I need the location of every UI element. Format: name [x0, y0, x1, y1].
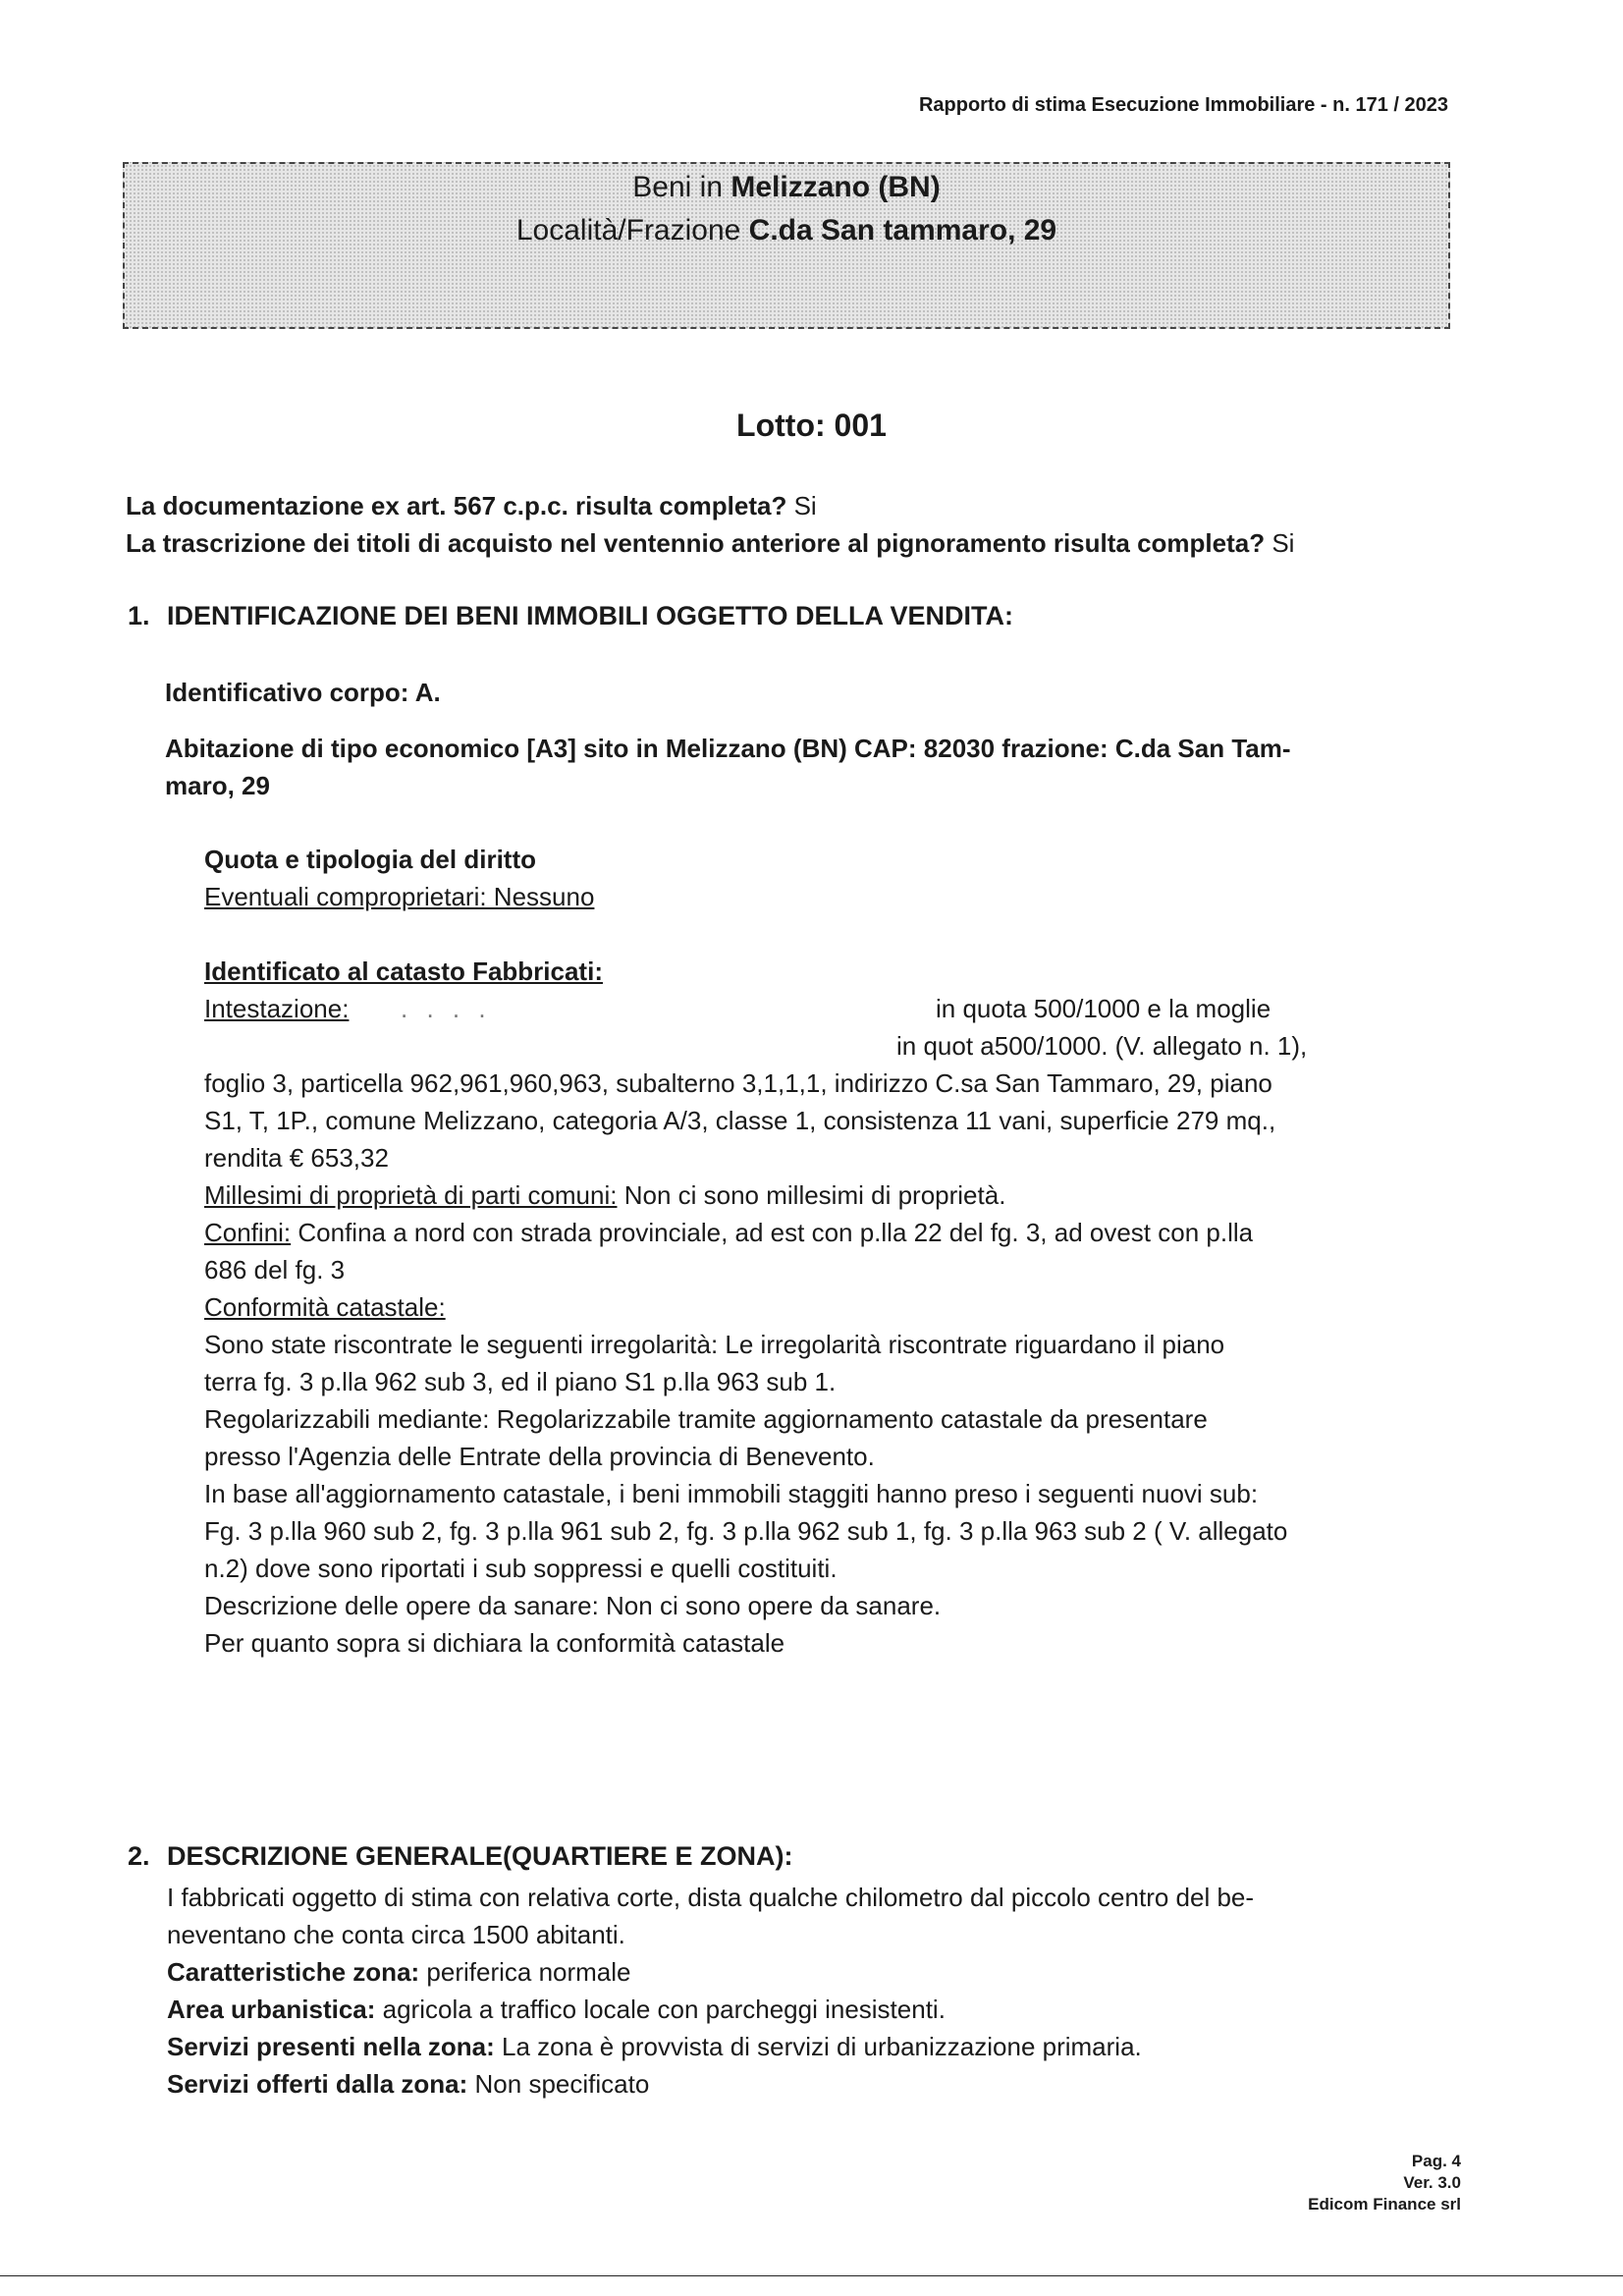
question-documentazione: La documentazione ex art. 567 c.p.c. risulta completa? Si	[126, 491, 817, 520]
confini-line-1: Confini: Confina a nord con strada provinciale, ad est con p.lla 22 del fg. 3, ad ovest con p.lla	[204, 1218, 1254, 1247]
caratteristiche-zona: Caratteristiche zona: periferica normale	[167, 1957, 631, 1987]
catasto-line-2: S1, T, 1P., comune Melizzano, categoria A/3, classe 1, consistenza 11 vani, superficie 279 mq.,	[204, 1106, 1276, 1135]
footer-divider	[0, 2275, 1623, 2276]
section-1-title: IDENTIFICAZIONE DEI BENI IMMOBILI OGGETTO DELLA VENDITA:	[167, 601, 1013, 630]
version-label: Ver. 3.0	[1403, 2173, 1461, 2192]
conformita-line-3: Regolarizzabili mediante: Regolarizzabile tramite aggiornamento catastale da presentare	[204, 1404, 1208, 1434]
conformita-line-6: Fg. 3 p.lla 960 sub 2, fg. 3 p.lla 961 sub 2, fg. 3 p.lla 962 sub 1, fg. 3 p.lla 963 sub 2 ( V. allegato	[204, 1516, 1288, 1546]
abitazione-line-1: Abitazione di tipo economico [A3] sito in Melizzano (BN) CAP: 82030 frazione: C.da San Tam-	[165, 734, 1291, 763]
confini-line-2: 686 del fg. 3	[204, 1255, 346, 1285]
section-1-number: 1.	[128, 601, 150, 630]
banner-line-2: Località/Frazione C.da San tammaro, 29	[515, 214, 1057, 246]
page-number: Pag. 4	[1411, 2152, 1461, 2170]
area-urbanistica: Area urbanistica: agricola a traffico locale con parcheggi inesistenti.	[167, 1995, 946, 2024]
conformita-line-7: n.2) dove sono riportati i sub soppressi e quelli costituiti.	[204, 1554, 838, 1583]
descrizione-line-1: I fabbricati oggetto di stima con relativa corte, dista qualche chilometro dal piccolo centro del be-	[167, 1883, 1255, 1912]
lotto-title: Lotto: 001	[736, 408, 887, 443]
question-trascrizione: La trascrizione dei titoli di acquisto nel ventennio anteriore al pignoramento risulta completa? Si	[126, 528, 1295, 558]
intestazione-redacted: . . . .	[401, 994, 492, 1023]
section-2-title: DESCRIZIONE GENERALE(QUARTIERE E ZONA):	[167, 1841, 793, 1871]
intestazione-label: Intestazione:	[204, 994, 350, 1023]
section-2-number: 2.	[128, 1841, 150, 1871]
servizi-offerti: Servizi offerti dalla zona: Non specificato	[167, 2069, 650, 2099]
conformita-line-9: Per quanto sopra si dichiara la conformità catastale	[204, 1628, 785, 1658]
catasto-title: Identificato al catasto Fabbricati:	[204, 957, 603, 986]
catasto-line-1: foglio 3, particella 962,961,960,963, subalterno 3,1,1,1, indirizzo C.sa San Tammaro, 29, piano	[204, 1068, 1272, 1098]
quota-title: Quota e tipologia del diritto	[204, 845, 536, 874]
descrizione-line-2: neventano che conta circa 1500 abitanti.	[167, 1920, 625, 1949]
banner-line-1: Beni in Melizzano (BN)	[632, 171, 941, 203]
conformita-line-8: Descrizione delle opere da sanare: Non ci sono opere da sanare.	[204, 1591, 942, 1620]
conformita-line-4: presso l'Agenzia delle Entrate della provincia di Benevento.	[204, 1442, 875, 1471]
identificativo-corpo: Identificativo corpo: A.	[165, 678, 441, 707]
comproprietari: Eventuali comproprietari: Nessuno	[204, 882, 595, 911]
abitazione-line-2: maro, 29	[165, 771, 270, 800]
intestazione-right-2: in quot a500/1000. (V. allegato n. 1),	[896, 1031, 1308, 1061]
servizi-presenti: Servizi presenti nella zona: La zona è provvista di servizi di urbanizzazione primaria.	[167, 2032, 1142, 2061]
catasto-line-3: rendita € 653,32	[204, 1143, 389, 1173]
conformita-line-1: Sono state riscontrate le seguenti irregolarità: Le irregolarità riscontrate riguardano il piano	[204, 1330, 1225, 1359]
company-name: Edicom Finance srl	[1308, 2195, 1461, 2214]
report-header-title: Rapporto di stima Esecuzione Immobiliare - n. 171 / 2023	[918, 94, 1448, 116]
conformita-label: Conformità catastale:	[204, 1292, 446, 1322]
conformita-line-5: In base all'aggiornamento catastale, i beni immobili staggiti hanno preso i seguenti nuovi sub:	[204, 1479, 1259, 1508]
intestazione-right-1: in quota 500/1000 e la moglie	[936, 994, 1271, 1023]
conformita-line-2: terra fg. 3 p.lla 962 sub 3, ed il piano S1 p.lla 963 sub 1.	[204, 1367, 837, 1396]
millesimi: Millesimi di proprietà di parti comuni: Non ci sono millesimi di proprietà.	[204, 1180, 1006, 1210]
